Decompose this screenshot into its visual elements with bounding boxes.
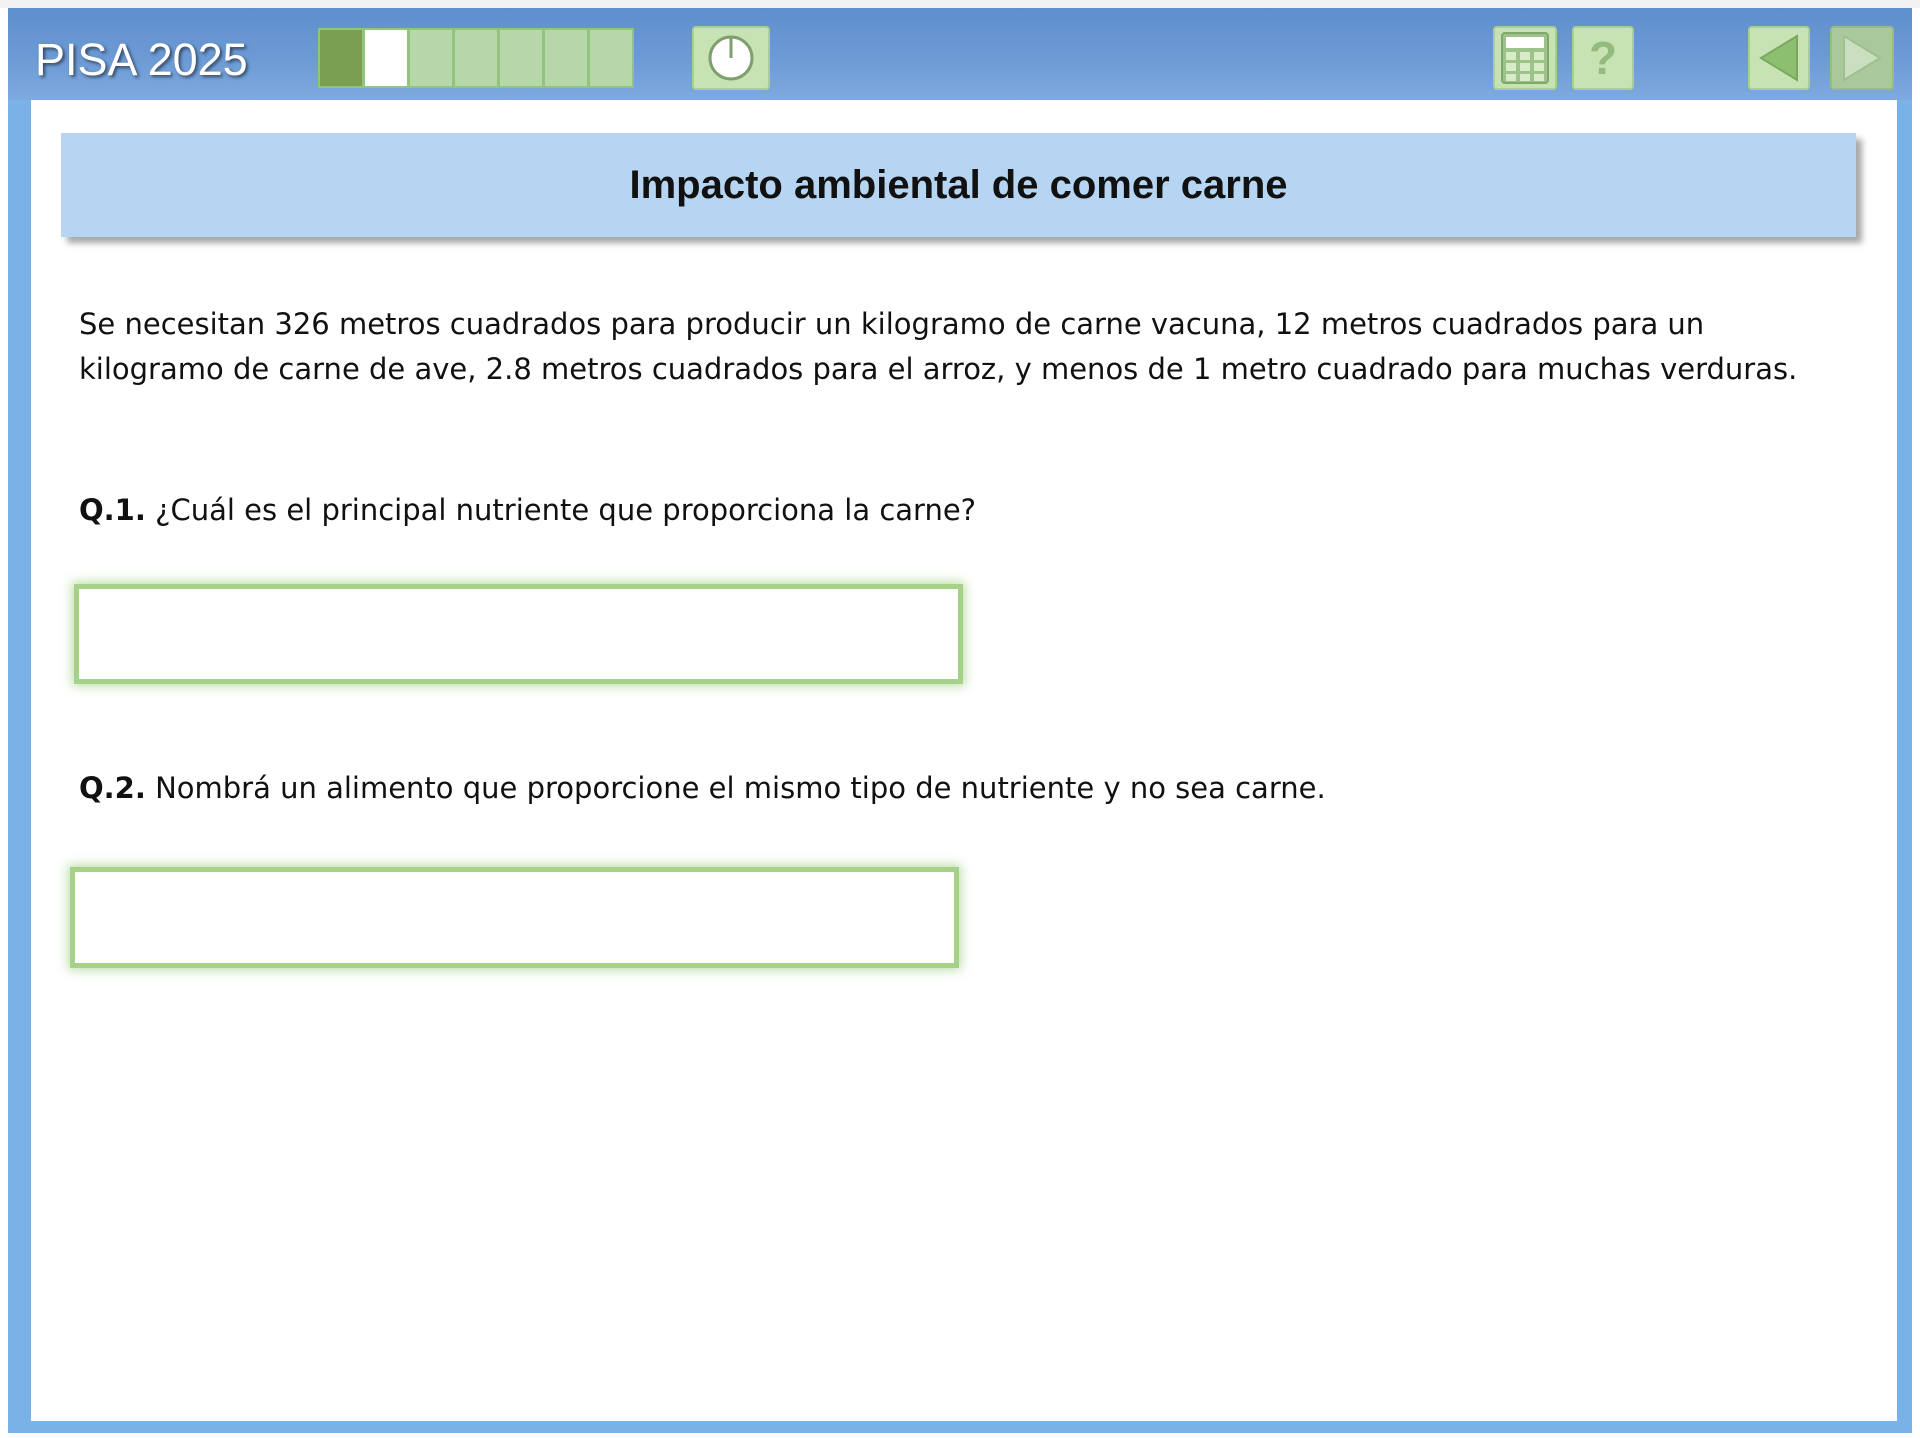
bottom-frame-border (8, 1421, 1912, 1433)
progress-segment-pending (410, 30, 455, 86)
question-1-text: ¿Cuál es el principal nutriente que proporciona la carne? (145, 493, 977, 527)
help-button[interactable] (1572, 26, 1634, 90)
calculator-icon (1500, 31, 1550, 85)
left-frame-border (8, 100, 31, 1424)
next-button[interactable] (1830, 26, 1894, 90)
progress-segment-current (365, 30, 410, 86)
timer-icon (706, 33, 756, 83)
progress-segment-pending (545, 30, 590, 86)
progress-segment-pending (500, 30, 545, 86)
progress-bar (318, 28, 634, 88)
timer-button[interactable] (692, 26, 770, 90)
page-title: Impacto ambiental de comer carne (629, 162, 1288, 207)
app-title: PISA 2025 (35, 34, 248, 85)
question-2-text: Nombrá un alimento que proporcione el mismo tipo de nutriente y no sea carne. (145, 771, 1326, 805)
answer-2-input[interactable] (70, 867, 959, 968)
question-1-number: Q.1. (79, 493, 146, 527)
question-2-number: Q.2. (79, 771, 146, 805)
progress-segment-completed (320, 30, 365, 86)
top-edge (0, 0, 1920, 8)
progress-segment-pending (455, 30, 500, 86)
question-1 (79, 493, 976, 527)
help-icon: ? (1588, 32, 1618, 84)
intro-paragraph: Se necesitan 326 metros cuadrados para producir un kilogramo de carne vacuna, 12 metros cuadrados para un kilogramo de carne de ave, 2.8 metros cuadrados para el arroz, y menos de 1 metro cuadrado para muchas verduras. (79, 307, 1798, 386)
right-frame-border (1897, 100, 1912, 1424)
progress-segment-pending (590, 30, 632, 86)
back-button[interactable] (1748, 26, 1810, 90)
question-2 (79, 771, 1326, 805)
answer-1-input[interactable] (74, 584, 963, 684)
back-arrow-icon (1757, 33, 1801, 83)
title-banner (61, 133, 1856, 237)
calculator-button[interactable] (1493, 26, 1557, 90)
next-arrow-icon (1840, 33, 1884, 83)
